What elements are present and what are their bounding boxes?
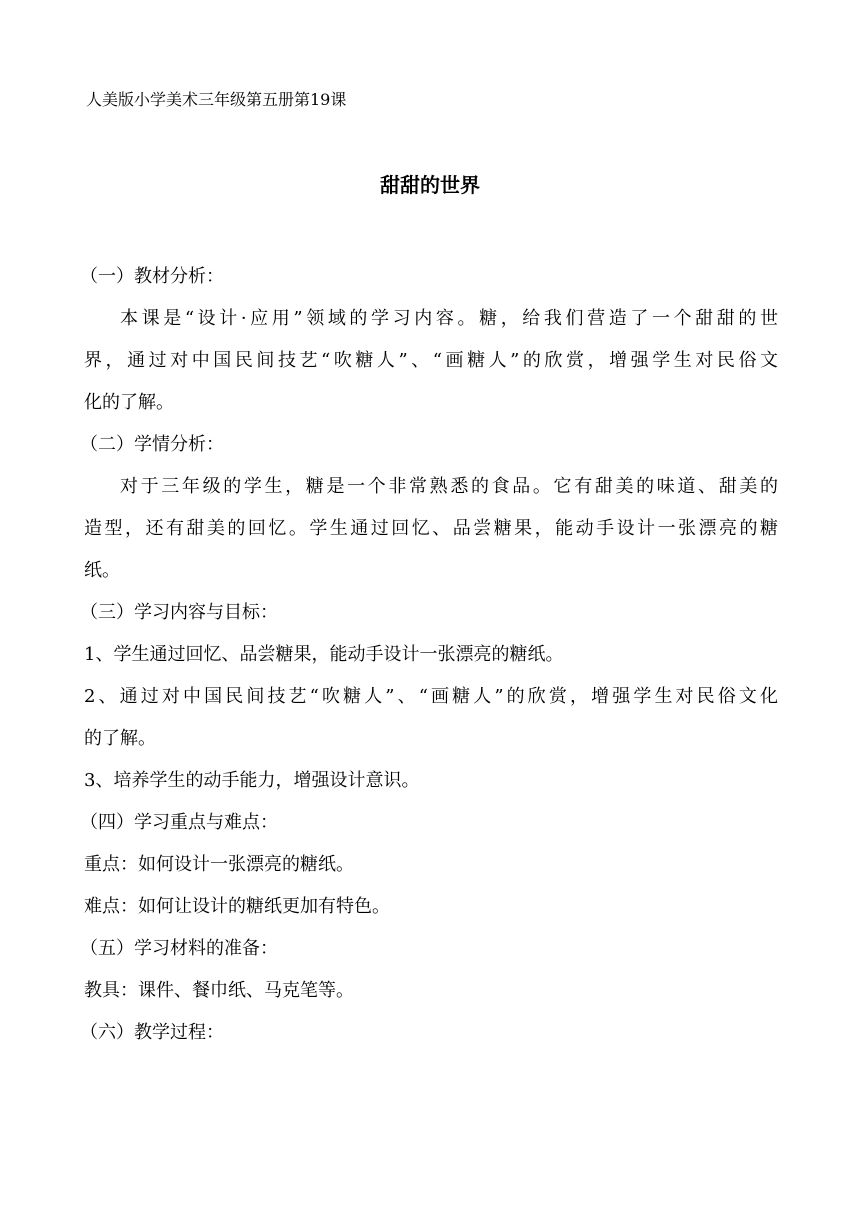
section-heading-6: （六）教学过程： (80, 1022, 224, 1043)
list-item-continuation: 的了解。 (84, 728, 156, 749)
document-body (80, 256, 778, 1054)
section-heading-2: （二）学情分析： (80, 434, 224, 455)
paragraph-line: 界，通过对中国民间技艺“吹糖人”、“画糖人”的欣赏，增强学生对民俗文 (84, 350, 778, 371)
paragraph-line: 本课是“设计·应用”领域的学习内容。糖，给我们营造了一个甜甜的世 (120, 308, 778, 329)
section-heading-4: （四）学习重点与难点： (80, 812, 278, 833)
paragraph-line: 造型，还有甜美的回忆。学生通过回忆、品尝糖果，能动手设计一张漂亮的糖 (84, 518, 778, 539)
key-point-line: 重点：如何设计一张漂亮的糖纸。 (84, 854, 354, 875)
paragraph-line: 化的了解。 (84, 392, 174, 413)
section-heading-5: （五）学习材料的准备： (80, 938, 278, 959)
materials-line: 教具：课件、餐巾纸、马克笔等。 (84, 980, 354, 1001)
course-header: 人美版小学美术三年级第五册第19课 (86, 90, 347, 109)
list-item: 1、学生通过回忆、品尝糖果，能动手设计一张漂亮的糖纸。 (84, 644, 564, 665)
paragraph-line: 纸。 (84, 560, 120, 581)
list-item: 3、培养学生的动手能力，增强设计意识。 (84, 770, 420, 791)
list-item: 2、通过对中国民间技艺“吹糖人”、“画糖人”的欣赏，增强学生对民俗文化 (84, 686, 778, 707)
paragraph-line: 对于三年级的学生，糖是一个非常熟悉的食品。它有甜美的味道、甜美的 (120, 476, 778, 497)
document-title: 甜甜的世界 (380, 173, 480, 197)
difficulty-line: 难点：如何让设计的糖纸更加有特色。 (84, 896, 390, 917)
section-heading-3: （三）学习内容与目标： (80, 602, 278, 623)
section-heading-1: （一）教材分析： (80, 266, 224, 287)
